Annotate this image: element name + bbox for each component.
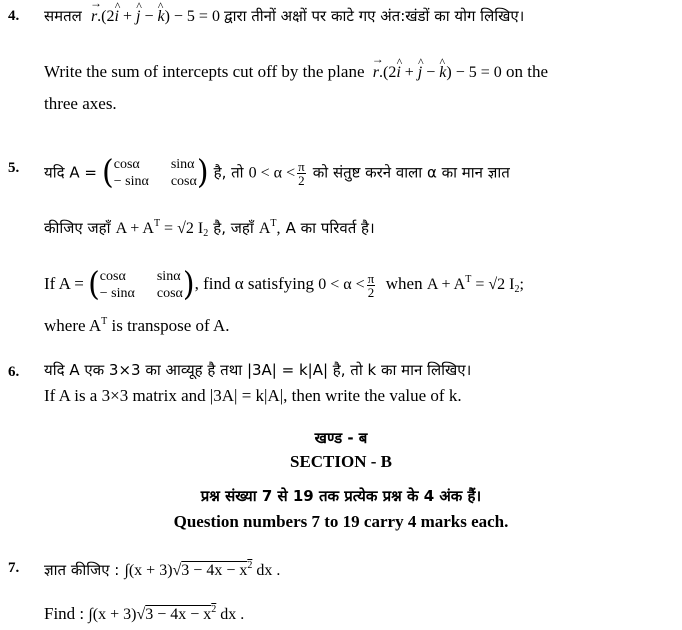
question-number: 4. bbox=[8, 8, 20, 24]
integral-expression: $\int(x + 3)√3 - 4x - x^2$ dx . bbox=[88, 604, 245, 623]
q5-hindi-line2: कीजिए जहाँ $A + A^T = √2$ $I_2$ है, जहाँ $A^T$, A का परिवर्त है। bbox=[44, 218, 375, 239]
plane-equation: → r.(2^ i + ^ j − ^ k) − 5 = 0 bbox=[87, 8, 224, 25]
section-hindi-note: प्रश्न संख्या 7 से 19 तक प्रत्येक प्रश्न के 4 अंक हैं। bbox=[200, 487, 482, 505]
q5-english-line: If A = ( cosα sinα − sinα cosα ), find α satisfying 0 < α < $\frac{\pi}{2}$ when $A + A^T = √2$ $I_2$; bbox=[44, 265, 524, 304]
matrix: cosα sinα − sinα cosα bbox=[113, 157, 197, 189]
q4-english-line: Write the sum of intercepts cut off by the plane → r.(2^ i + ^ j − ^ k) − 5 = 0 on the bbox=[44, 62, 548, 83]
question-number: 7. bbox=[8, 560, 20, 576]
q7-english-line: Find : $\int(x + 3)√3 - 4x - x^2$ dx . bbox=[44, 604, 245, 623]
section-english-title: SECTION - B bbox=[289, 452, 393, 471]
integral-expression: $\int(x + 3)√3 - 4x - x^2$ dx . bbox=[124, 560, 281, 579]
section-english-note: Question numbers 7 to 19 carry 4 marks each. bbox=[173, 512, 509, 531]
plane-equation: → r.(2^ i + ^ j − ^ k) − 5 = 0 bbox=[369, 64, 502, 81]
q6-hindi-line: यदि A एक 3×3 का आव्यूह है तथा |3A| = k|A| है, तो k का मान लिखिए। bbox=[44, 361, 472, 379]
section-hindi-title: खण्ड - ब bbox=[314, 429, 368, 447]
q6-english-line: If A is a 3×3 matrix and |3A| = k|A|, then write the value of k. bbox=[44, 386, 462, 405]
q5-english-line2: where $A^T$ is transpose of A. bbox=[44, 316, 230, 335]
pi-over-two: $\frac{\pi}{2}$ bbox=[298, 158, 305, 188]
matrix: cosα sinα − sinα cosα bbox=[99, 269, 183, 301]
question-number: 5. bbox=[8, 160, 20, 176]
q5-hindi-line: यदि A = ( cosα sinα − sinα cosα ) है, तो 0 < α < $\frac{\pi}{2}$ को संतुष्ट करने वाला α का मान ज्ञात bbox=[44, 153, 510, 192]
q4-english-line2: three axes. bbox=[44, 94, 117, 113]
q4-hindi-line: समतल → r.(2^ i + ^ j − ^ k) − 5 = 0 द्वारा तीनों अक्षों पर काटे गए अंत:खंडों का योग लिखिए। bbox=[44, 6, 524, 27]
question-number: 6. bbox=[8, 364, 20, 380]
q7-hindi-line: ज्ञात कीजिए : $\int(x + 3)√3 - 4x - x^2$ dx . bbox=[44, 560, 281, 579]
